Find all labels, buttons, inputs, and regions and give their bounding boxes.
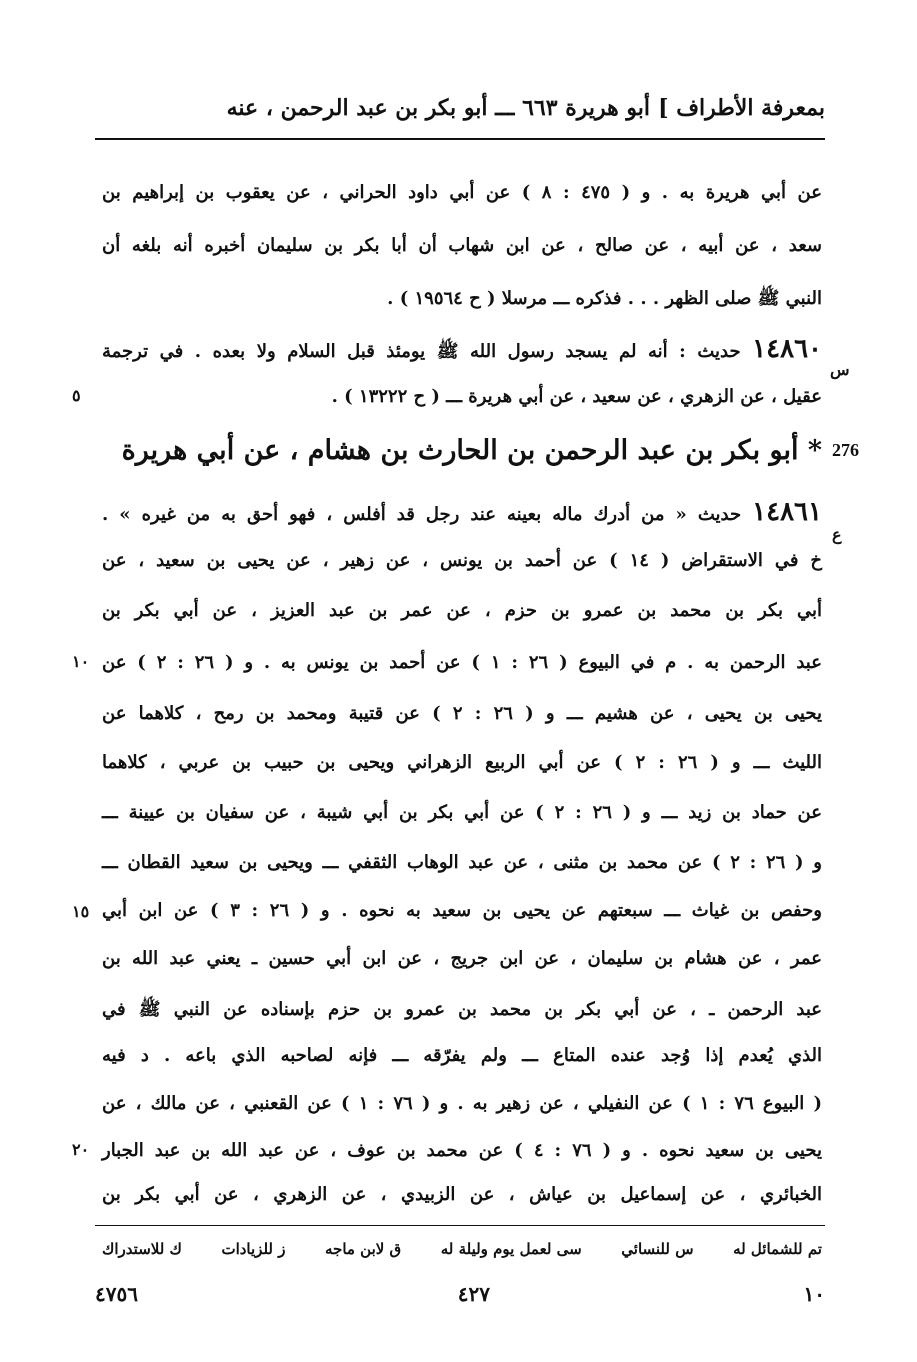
text-line: النبي ﷺ صلى الظهر . . . فذكره ـــ مرسلا ( ح ١٩٥٦٤ ) . [387,288,822,309]
hadith-text: حديث « من أدرك ماله بعينه عند رجل قد أفلس ، فهو أحق به من غيره » . [102,504,742,525]
text-line: عبد الرحمن ـ ، عن أبي بكر بن محمد بن عمرو بن حزم بإسناده عن النبي ﷺ في [102,999,822,1020]
siglum-item: س للنسائي [621,1240,694,1258]
margin-line-number: ١٥ [72,902,90,921]
text-line: الليث ـــ و ( ٢٦ : ٢ ) عن أبي الربيع الزهراني ويحيى بن حبيب بن عربي ، كلاهما [102,752,822,773]
entry-number: 276 [832,440,859,460]
narrator-heading: * أبو بكر بن عبد الرحمن بن الحارث بن هشام ، عن أبي هريرة [121,435,822,466]
margin-siglum: ع [832,525,842,544]
text-line: خ في الاستقراض ( ١٤ ) عن أحمد بن يونس ، عن زهير ، عن يحيى بن سعيد ، عن [102,550,822,571]
text-line: يحيى بن يحيى ، عن هشيم ـــ و ( ٢٦ : ٢ ) عن قتيبة ومحمد بن رمح ، كلاهما عن [102,703,822,724]
margin-line-number: ٢٠ [72,1140,90,1159]
running-header [95,95,825,135]
hadith-number: ١٤٨٦١ [752,497,822,527]
text-line: عن حماد بن زيد ـــ و ( ٢٦ : ٢ ) عن أبي بكر بن أبي شيبة ، عن سفيان بن عيينة ـــ [102,802,822,823]
header-rule [95,138,825,140]
siglum-item: ز للزيادات [221,1240,286,1258]
text-line: الخبائري ، عن إسماعيل بن عياش ، عن الزبيدي ، عن الزهري ، عن أبي بكر بن [102,1184,822,1205]
siglum-item: سى لعمل يوم وليلة له [440,1240,582,1258]
sigla-key [102,1240,822,1258]
hadith-line [102,497,822,527]
text-line: ( البيوع ٧٦ : ١ ) عن النفيلي ، عن زهير به . و ( ٧٦ : ١ ) عن القعنبي ، عن مالك ، عن [102,1093,822,1114]
page-footer [95,1282,825,1312]
page-number: ٤٢٧ [457,1282,490,1306]
text-line: عن أبي هريرة به . و ( ٤٧٥ : ٨ ) عن أبي داود الحراني ، عن يعقوب بن إبراهيم بن [102,182,822,203]
header-chapter-title: أبو هريرة ٦٦٣ ـــ أبو بكر بن عبد الرحمن ، عنه [226,95,650,121]
text-line: وحفص بن غياث ـــ سبعتهم عن يحيى بن سعيد به نحوه . و ( ٢٦ : ٣ ) عن ابن أبي [102,900,822,921]
text-line: أبي بكر بن محمد بن عمرو بن حزم ، عن عمر بن عبد العزيز ، عن أبي بكر بن [102,600,822,621]
serial-number: ٤٧٥٦ [95,1282,138,1306]
siglum-item: ك للاستدراك [102,1240,182,1258]
text-line: الذي يُعدم إذا وُجد عنده المتاع ـــ ولم يفرّقه ـــ فإنه لصاحبه الذي باعه . د فيه [102,1045,822,1066]
margin-siglum: س [830,360,850,379]
margin-line-number: ٥ [72,386,81,405]
text-line: عقيل ، عن الزهري ، عن سعيد ، عن أبي هريرة ـــ ( ح ١٣٢٢٢ ) . [331,386,822,407]
text-line: و ( ٢٦ : ٢ ) عن محمد بن مثنى ، عن عبد الوهاب الثقفي ـــ ويحيى بن سعيد القطان ـــ [102,852,822,873]
margin-line-number: ١٠ [72,652,90,671]
hadith-number: ١٤٨٦٠ [752,334,822,364]
text-line: عبد الرحمن به . م في البيوع ( ٢٦ : ١ ) عن أحمد بن يونس به . و ( ٢٦ : ٢ ) عن [102,652,822,673]
text-line: يحيى بن سعيد نحوه . و ( ٧٦ : ٤ ) عن محمد بن عوف ، عن عبد الله بن عبد الجبار [102,1140,822,1161]
hadith-line [102,334,822,366]
hadith-text: حديث : أنه لم يسجد رسول الله ﷺ يومئذ قبل السلام ولا بعده . في ترجمة [102,341,741,362]
header-section-title: بمعرفة الأطراف ] [658,95,825,121]
siglum-item: تم للشمائل له [733,1240,822,1258]
footer-rule [95,1225,825,1226]
text-line: عمر ، عن هشام بن سليمان ، عن ابن جريج ، عن ابن أبي حسين ـ يعني عبد الله بن [102,948,822,969]
siglum-item: ق لابن ماجه [325,1240,402,1258]
volume-number: ١٠ [803,1282,825,1306]
text-line: سعد ، عن أبيه ، عن صالح ، عن ابن شهاب أن أبا بكر بن سليمان أخبره أنه بلغه أن [102,235,822,256]
